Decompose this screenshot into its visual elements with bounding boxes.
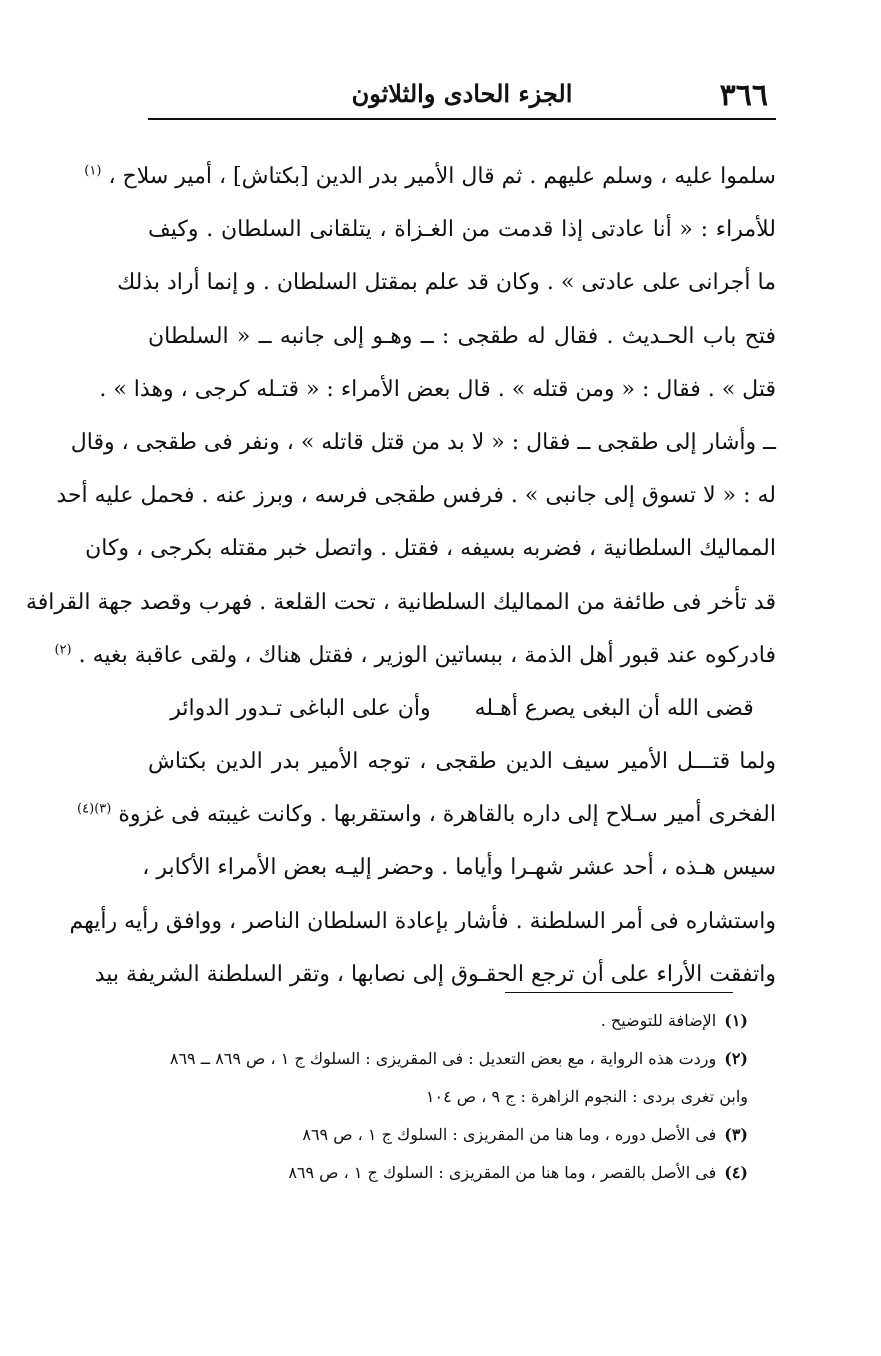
text-line: ولما قتـــل الأمير سيف الدين طقجى ، توجه الأمير بدر الدين بكتاش: [148, 749, 776, 775]
poem-verse: [148, 682, 776, 735]
text-line: الفخرى أمير سـلاح إلى داره بالقاهرة ، واستقربها . وكانت غيبته فى غزوة $^{(٣)(٤)}$: [77, 801, 776, 828]
text-line: فادركوه عند قبور أهل الذمة ، ببساتين الوزير ، فقتل هناك ، ولقى عاقبة بغيه . $^{(٢)}$: [54, 642, 776, 668]
footnote-text: وردت هذه الرواية ، مع بعض التعديل : فى المقريزى : السلوك ج ١ ، ص ٨٦٩ ــ ٨٦٩: [169, 1049, 717, 1068]
text-line: واتفقت الأراء على أن ترجع الحقـوق إلى نصابها ، وتقر السلطنة الشريفة بيد: [94, 961, 776, 987]
footnotes: [148, 1002, 748, 1192]
text-line: ما أجرانى على عادتى » . وكان قد علم بمقتل السلطان . و إنما أراد بذلك: [117, 270, 776, 296]
note-ref-2: (٢): [54, 642, 72, 658]
text-line: سلموا عليه ، وسلم عليهم . ثم قال الأمير بدر الدين [بكتاش] ، أمير سلاح ، $^{(١)}$: [84, 163, 776, 189]
page-number: ٣٦٦: [719, 78, 768, 113]
text-line: المماليك السلطانية ، فضربه بسيفه ، فقتل . واتصل خبر مقتله بكرجى ، وكان: [85, 536, 776, 562]
footnote-number: (١): [724, 1011, 748, 1030]
verse-hemistich-2: وأن على الباغى تـدور الدوائر: [170, 695, 431, 721]
footnote: [148, 1040, 748, 1078]
text-line: قتل » . فقال : « ومن قتله » . قال بعض الأمراء : « قتـله كرجى ، وهذا » .: [99, 376, 776, 402]
footnote-separator: [505, 992, 733, 993]
footnote: [148, 1002, 748, 1040]
running-title: الجزء الحادى والثلاثون: [351, 79, 573, 108]
footnote-text: الإضافة للتوضيح .: [600, 1011, 717, 1030]
verse-hemistich-1: قضى الله أن البغى يصرع أهـله: [474, 695, 754, 721]
note-ref-1: (١): [84, 163, 102, 179]
text-line: له : « لا تسوق إلى جانبى » . فرفس طقجى فرسه ، وبرز عنه . فحمل عليه أحد: [56, 483, 776, 509]
footnote-number: (٤): [724, 1163, 748, 1182]
text-line: للأمراء : « أنا عادتى إذا قدمت من الغـزاة ، يتلقانى السلطان . وكيف: [148, 217, 776, 243]
footnote-number: (٣): [724, 1125, 748, 1144]
main-text: [25, 150, 776, 1001]
page-header: [148, 66, 776, 120]
footnote: [148, 1154, 748, 1192]
footnote-number: (٢): [724, 1049, 748, 1068]
footnote: [148, 1116, 748, 1154]
text-line: قد تأخر فى طائفة من المماليك السلطانية ، تحت القلعة . فهرب وقصد جهة القرافة: [25, 589, 776, 615]
footnote-text: فى الأصل دوره ، وما هنا من المقريزى : السلوك ج ١ ، ص ٨٦٩: [302, 1125, 717, 1144]
note-ref-4: (٤): [77, 801, 95, 817]
text-line: واستشاره فى أمر السلطنة . فأشار بإعادة السلطان الناصر ، ووافق رأيه رأيهم: [69, 908, 776, 934]
footnote-continuation: [148, 1078, 748, 1116]
text-line: سيس هـذه ، أحد عشر شهـرا وأياما . وحضر إليـه بعض الأمراء الأكابر ،: [142, 855, 776, 881]
footnote-text: وابن تغرى بردى : النجوم الزاهرة : ج ٩ ، ص ١٠٤: [425, 1087, 748, 1106]
note-ref-3: (٣): [94, 801, 112, 817]
text-line: ــ وأشار إلى طقجى ــ فقال : « لا بد من قتل قاتله » ، ونفر فى طقجى ، وقال: [70, 429, 776, 455]
footnote-text: فى الأصل بالقصر ، وما هنا من المقريزى : السلوك ج ١ ، ص ٨٦٩: [288, 1163, 717, 1182]
text-line: فتح باب الحـديث . فقال له طقجى : ــ وهـو إلى جانبه ــ « السلطان: [148, 323, 776, 349]
